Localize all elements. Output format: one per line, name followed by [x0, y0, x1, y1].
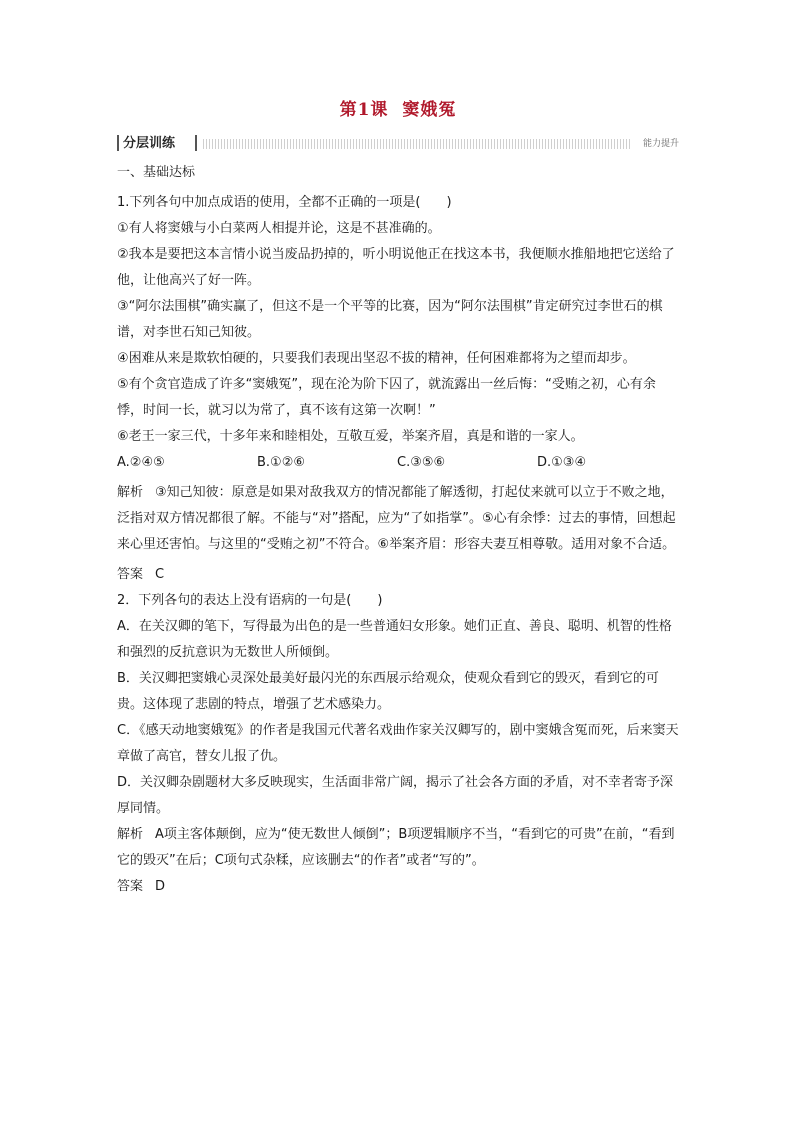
option-a: A.②④⑤ [117, 455, 165, 470]
analysis-label: 解析 [117, 485, 144, 500]
option-b: B.①②⑥ [257, 455, 306, 470]
question-2-stem: 2．下列各句的表达上没有语病的一句是( ) [117, 593, 383, 608]
answer-value: C [155, 567, 165, 582]
q2-answer [117, 874, 679, 900]
q2-option-d: D．关汉卿杂剧题材大多反映现实，生活面非常广阔，揭示了社会各方面的矛盾，对不幸者寄予深厚同情。 [117, 775, 674, 816]
q1-item-2: ②我本是要把这本言情小说当废品扔掉的，听小明说他正在找这本书，我便顺水推船地把它送给了他，让他高兴了好一阵。 [117, 247, 675, 288]
option-d: D.①③④ [537, 455, 587, 470]
option-c: C.③⑤⑥ [397, 455, 446, 470]
answer-label: 答案 [117, 567, 144, 582]
hatch-decoration [203, 139, 631, 149]
q1-item-6: ⑥老王一家三代，十多年来和睦相处，互敬互爱，举案齐眉，真是和谐的一家人。 [117, 429, 584, 444]
lesson-number: 第1课 [339, 100, 389, 120]
q2-option-b: B．关汉卿把窦娥心灵深处最美好最闪光的东西展示给观众，使观众看到它的毁灭，看到它的可贵。这体现了悲剧的特点，增强了艺术感染力。 [117, 671, 659, 712]
analysis-text: ③知己知彼：原意是如果对敌我双方的情况都能了解透彻，打起仗来就可以立于不败之地，泛指对双方情况都很了解。不能与“对”搭配，应为“了如指掌”。⑤心有余悸：过去的事情，回想起来心里还害怕。与这里的“受贿之初”不符合。⑥举案齐眉：形容夫妻互相尊敬。适用对象不合适。 [117, 485, 676, 552]
q1-answer [117, 562, 679, 588]
answer-value: D [155, 879, 166, 894]
q1-item-5: ⑤有个贪官造成了许多“窦娥冤”，现在沦为阶下囚了，就流露出一丝后悔：“受贿之初，心有余悸，时间一长，就习以为常了，真不该有这第一次啊！” [117, 377, 656, 418]
section-bar [117, 134, 679, 154]
part-heading: 一、基础达标 [117, 165, 196, 180]
analysis-text: A项主客体颠倒，应为“使无数世人倾倒”；B项逻辑顺序不当，“看到它的可贵”在前，“看到它的毁灭”在后；C项句式杂糅，应该删去“的作者”或者“写的”。 [117, 827, 675, 868]
section-tag: 能力提升 [642, 139, 679, 149]
lesson-title [117, 98, 679, 122]
q2-option-c: C．《感天动地窦娥冤》的作者是我国元代著名戏曲作家关汉卿写的，剧中窦娥含冤而死，后来窦天章做了高官，替女儿报了仇。 [117, 723, 679, 764]
lesson-name: 窦娥冤 [402, 100, 457, 120]
q1-item-4: ④困难从来是欺软怕硬的，只要我们表现出坚忍不拔的精神，任何困难都将为之望而却步。 [117, 351, 636, 366]
divider-right [195, 135, 197, 151]
q1-options [117, 450, 679, 480]
q1-item-3: ③“阿尔法围棋”确实赢了，但这不是一个平等的比赛，因为“阿尔法围棋”肯定研究过李世石的棋谱，对李世石知己知彼。 [117, 299, 663, 340]
analysis-label: 解析 [117, 827, 144, 842]
answer-label: 答案 [117, 879, 144, 894]
q1-analysis [117, 480, 679, 558]
q2-option-a: A．在关汉卿的笔下，写得最为出色的是一些普通妇女形象。她们正直、善良、聪明、机智的性格和强烈的反抗意识为无数世人所倾倒。 [117, 619, 672, 660]
divider-left [117, 135, 119, 151]
q2-analysis [117, 822, 679, 874]
section-label: 分层训练 [123, 136, 176, 151]
q1-item-1: ①有人将窦娥与小白菜两人相提并论，这是不甚准确的。 [117, 221, 441, 236]
question-1-stem: 1.下列各句中加点成语的使用，全都不正确的一项是( ) [117, 195, 452, 210]
content [117, 160, 679, 900]
